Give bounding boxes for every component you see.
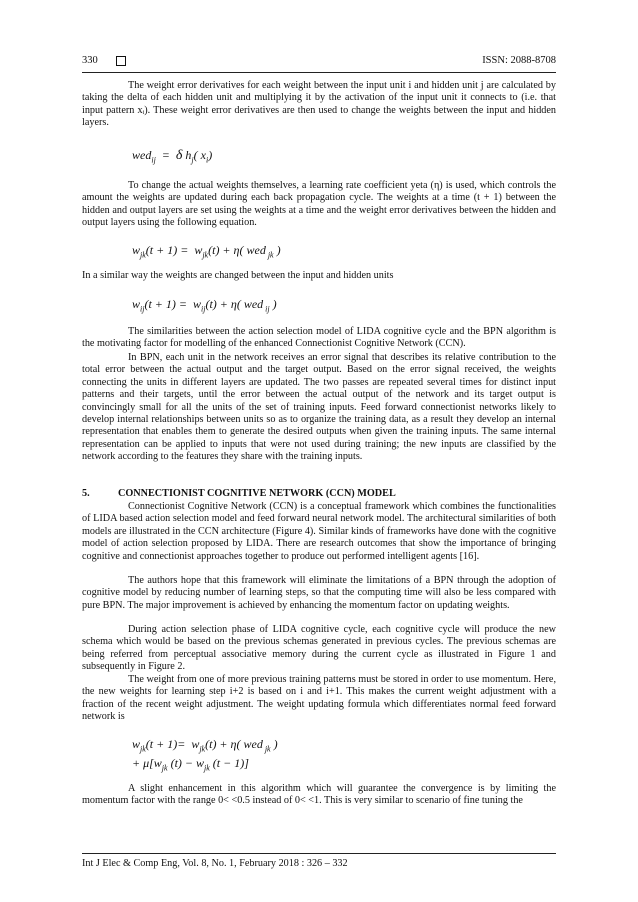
section-heading [82,488,396,499]
equation-momentum-line1: $w_{jk}(t + 1)= w_{jk}(t) + \eta$( wed $_{jk}$ ) [132,737,278,754]
equation-wed-ij: wed$_{ij}$ = δ $h_j$( $x_i$) [132,148,213,165]
footer-rule [82,853,556,854]
paragraph-authors-hope: The authors hope that this framework will eliminate the limitations of a BPN through the adoption of cognitive model by reducing number of learning steps, so that the computing time will also be less compared with pure BPN. The major improvement is achieved by enhancing the momentum factor on updating weights. [82,575,556,611]
paragraph-ccn-intro: Connectionist Cognitive Network (CCN) is a conceptual framework which combines the functionalities of LIDA based action selection model and feed forward neural network model. The architectural similarities of both models are illustrated in the CCN architecture (Figure 4). Similar kinds of frameworks have done with the cognitive model of action selection proposed by LIDA. There are research outcomes that show the importance of bringing cognitive and connectionist approaches together to produce out performed intelligent agents [16]. [82,501,556,562]
paragraph-enhancement: A slight enhancement in this algorithm which will guarantee the convergence is by limiting the momentum factor with the range 0< <0.5 instead of 0< <1. This is very similar to scenario of fine tuning the [82,783,556,807]
section-number: 5. [82,488,90,499]
square-bullet-icon [116,56,126,66]
footer-citation: Int J Elec & Comp Eng, Vol. 8, No. 1, February 2018 : 326 – 332 [82,858,348,869]
issn-label: ISSN: 2088-8708 [482,55,556,66]
equation-wjk-update: $w_{jk}(t + 1) = w_{jk}(t) + \eta$( wed $_{jk}$ ) [132,243,281,260]
header-rule [82,72,556,73]
paragraph-input-hidden: In a similar way the weights are changed between the input and hidden units [82,270,394,281]
equation-wij-update: $w_{ij}(t + 1) = w_{ij}(t) + \eta$( wed $_{ij}$ ) [132,297,277,314]
section-title: CONNECTIONIST COGNITIVE NETWORK (CCN) MODEL [118,488,396,499]
paragraph-weight-derivatives: The weight error derivatives for each weight between the input unit i and hidden unit j are calculated by taking the delta of each hidden unit and multiplying it by the activation of the input unit it connects to (i.e. that input pattern xᵢ). These weight error derivatives are then used to change the weights between the input and hidden layers. [82,80,556,129]
page-header [82,55,556,71]
paragraph-momentum: The weight from one of more previous training patterns must be stored in order to use momentum. Here, the new weights for learning step i+2 is based on i and i+1. This makes the current weight adjustment with a fraction of the recent weight adjustment. The weight updating formula which differentiates normal feed forward network is [82,674,556,723]
equation-momentum-line2: + $\mu[w_{jk}$ $(t) - w_{jk}$ (t − 1)] [132,756,249,773]
page-number: 330 [82,55,98,66]
paragraph-bpn: In BPN, each unit in the network receives an error signal that describes its relative contribution to the total error between the actual output and the target output. Based on the error signal received, the weights connecting the units in different layers are updated. The two passes are repeated several times for distinct input patterns and their targets, until the error between the actual output of the network and its target output is convincingly small for all the units of the set of training inputs. Feed forward connectionist networks likely to develop internal relationships between units so as to organize the training data, as a result they develop an internal representation that enables them to generate the desired outputs when given the training inputs. The same internal representation can be applied to inputs that were not used during training; the new inputs are classified by the network according to the features they share with the training inputs. [82,352,556,463]
paragraph-action-selection: During action selection phase of LIDA cognitive cycle, each cognitive cycle will produce the new schema which would be based on the previous schemas generated in previous cycles. The previous schemas are being referred from perceptual associative memory during the current cycle as illustrated in Figure 1 and subsequently in Figure 2. [82,624,556,673]
paragraph-learning-rate: To change the actual weights themselves, a learning rate coefficient yeta (η) is used, which controls the amount the weights are updated during each back propagation cycle. The weights at a time (t + 1) between the hidden and output layers are set using the weights at a time and the weight error derivatives between the hidden and output layers using the following equation. [82,180,556,229]
paragraph-similarities: The similarities between the action selection model of LIDA cognitive cycle and the BPN algorithm is the motivating factor for modelling of the enhanced Connectionist Cognitive Network (CCN). [82,326,556,350]
